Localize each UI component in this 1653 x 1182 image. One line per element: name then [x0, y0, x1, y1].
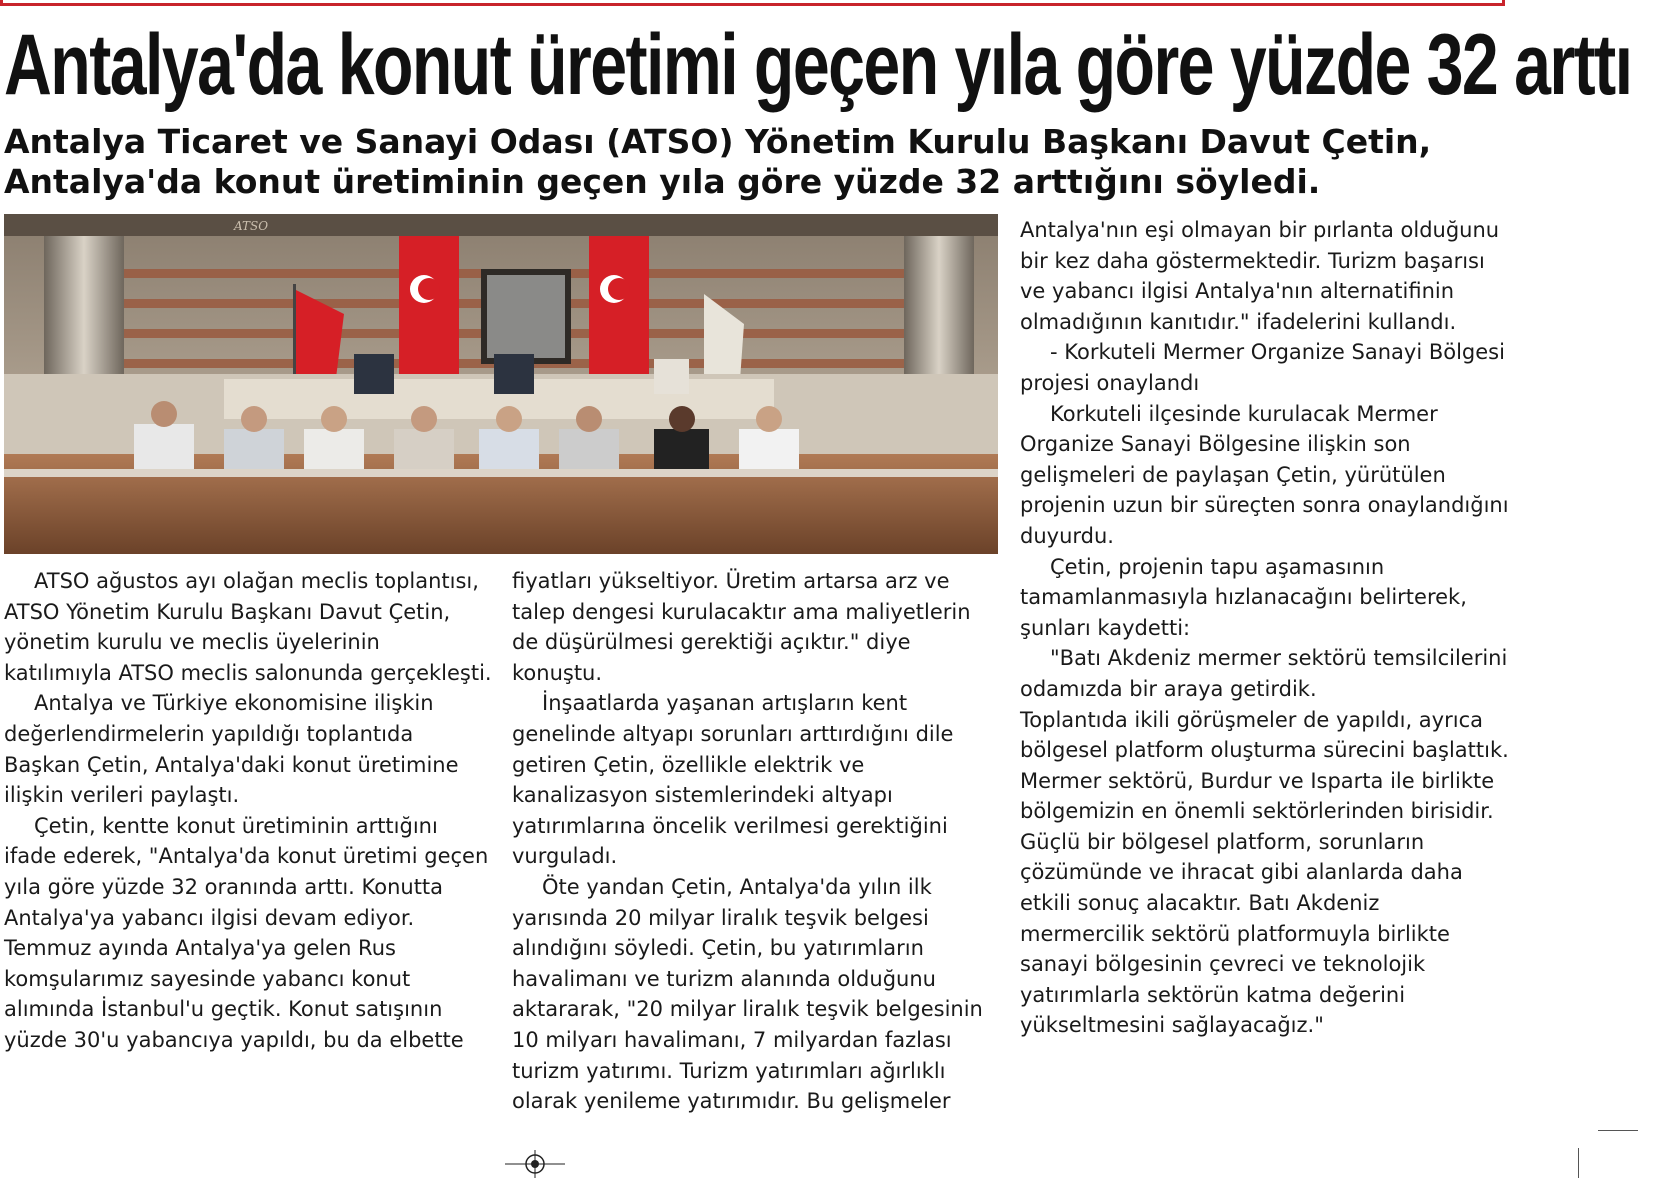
paragraph: ATSO ağustos ayı olağan meclis toplantısı, ATSO Yönetim Kurulu Başkanı Davut Çetin, yönetim kurulu ve meclis üyelerinin katılımıyla ATSO meclis salonunda gerçekleşti.: [4, 569, 492, 685]
article-column-2: [512, 566, 1002, 1117]
article-column-3: [1020, 215, 1510, 1041]
paragraph: Antalya ve Türkiye ekonomisine ilişkin değerlendirmelerin yapıldığı toplantıda Başkan Çetin, Antalya'daki konut üretimine ilişkin verileri paylaştı.: [4, 691, 459, 808]
headline: Antalya'da konut üretimi geçen yıla göre yüzde 32 arttı: [4, 17, 1632, 113]
paragraph: Korkuteli ilçesinde kurulacak Mermer Organize Sanayi Bölgesine ilişkin son gelişmeleri de paylaşan Çetin, yürütülen projenin uzun bir süreçten sonra onaylandığını duyurdu.: [1020, 401, 1509, 548]
meeting-photo: [4, 214, 998, 554]
top-border-bar: [0, 0, 1505, 6]
photo-wall-text: ATSO: [234, 219, 269, 233]
paragraph: Öte yandan Çetin, Antalya'da yılın ilk yarısında 20 milyar liralık teşvik belgesi alındığını söyledi. Çetin, bu yatırımların havalimanı ve turizm alanında olduğunu aktararak, "20 milyar liralık teşvik belgesinin 10 milyarı havalimanı, 7 milyardan fazlası turizm yatırımı. Turizm yatırımları ağırlıklı olarak yenileme yatırımıdır. Bu gelişmeler: [512, 874, 983, 1114]
paragraph: İnşaatlarda yaşanan artışların kent genelinde altyapı sorunları arttırdığını dile getiren Çetin, özellikle elektrik ve kanalizasyon sistemlerindeki altyapı yatırımlarına öncelik verilmesi gerektiğini vurguladı.: [512, 691, 954, 869]
paragraph: fiyatları yükseltiyor. Üretim artarsa arz ve talep dengesi kurulacaktır ama maliyetlerin de düşürülmesi gerektiği açıktır." diye konuştu.: [512, 569, 971, 685]
subheadline: Antalya Ticaret ve Sanayi Odası (ATSO) Yönetim Kurulu Başkanı Davut Çetin, Antalya'da konut üretiminin geçen yıla göre yüzde 32 arttığını söyledi.: [4, 122, 1432, 201]
registration-mark-icon: [505, 1150, 565, 1178]
paragraph: Antalya'nın eşi olmayan bir pırlanta olduğunu bir kez daha göstermektedir. Turizm başarısı ve yabancı ilgisi Antalya'nın alternatifinin olmadığının kanıtıdır." ifadelerini kullandı.: [1020, 218, 1500, 334]
paragraph: Toplantıda ikili görüşmeler de yapıldı, ayrıca bölgesel platform oluşturma sürecini başlattık. Mermer sektörü, Burdur ve Isparta ile birlikte bölgemizin en önemli sektörlerinden birisidir. Güçlü bir bölgesel platform, sorunların çözümünde ve ihracat gibi alanlarda daha etkili sonuç alacaktır. Batı Akdeniz mermercilik sektörü platformuyla birlikte sanayi bölgesinin çevreci ve teknolojik yatırımlarla sektörün katma değerini yükseltmesini sağlayacağız.": [1020, 707, 1509, 1038]
article-column-1: [4, 566, 494, 1056]
paragraph: Çetin, kentte konut üretiminin arttığını ifade ederek, "Antalya'da konut üretimi geçen yıla göre yüzde 32 oranında arttı. Konutta Antalya'ya yabancı ilgisi devam ediyor. Temmuz ayında Antalya'ya gelen Rus komşularımız sayesinde yabancı konut alımında İstanbul'u geçtik. Konut satışının yüzde 30'u yabancıya yapıldı, bu da elbette: [4, 813, 489, 1052]
subheading: - Korkuteli Mermer Organize Sanayi Bölgesi projesi onaylandı: [1020, 340, 1505, 395]
paragraph: Çetin, projenin tapu aşamasının tamamlanmasıyla hızlanacağını belirterek, şunları kaydetti:: [1020, 554, 1467, 640]
crop-mark-horizontal: [1598, 1130, 1638, 1131]
paragraph: "Batı Akdeniz mermer sektörü temsilcilerini odamızda bir araya getirdik.: [1020, 646, 1508, 701]
crop-mark-vertical: [1578, 1148, 1579, 1178]
